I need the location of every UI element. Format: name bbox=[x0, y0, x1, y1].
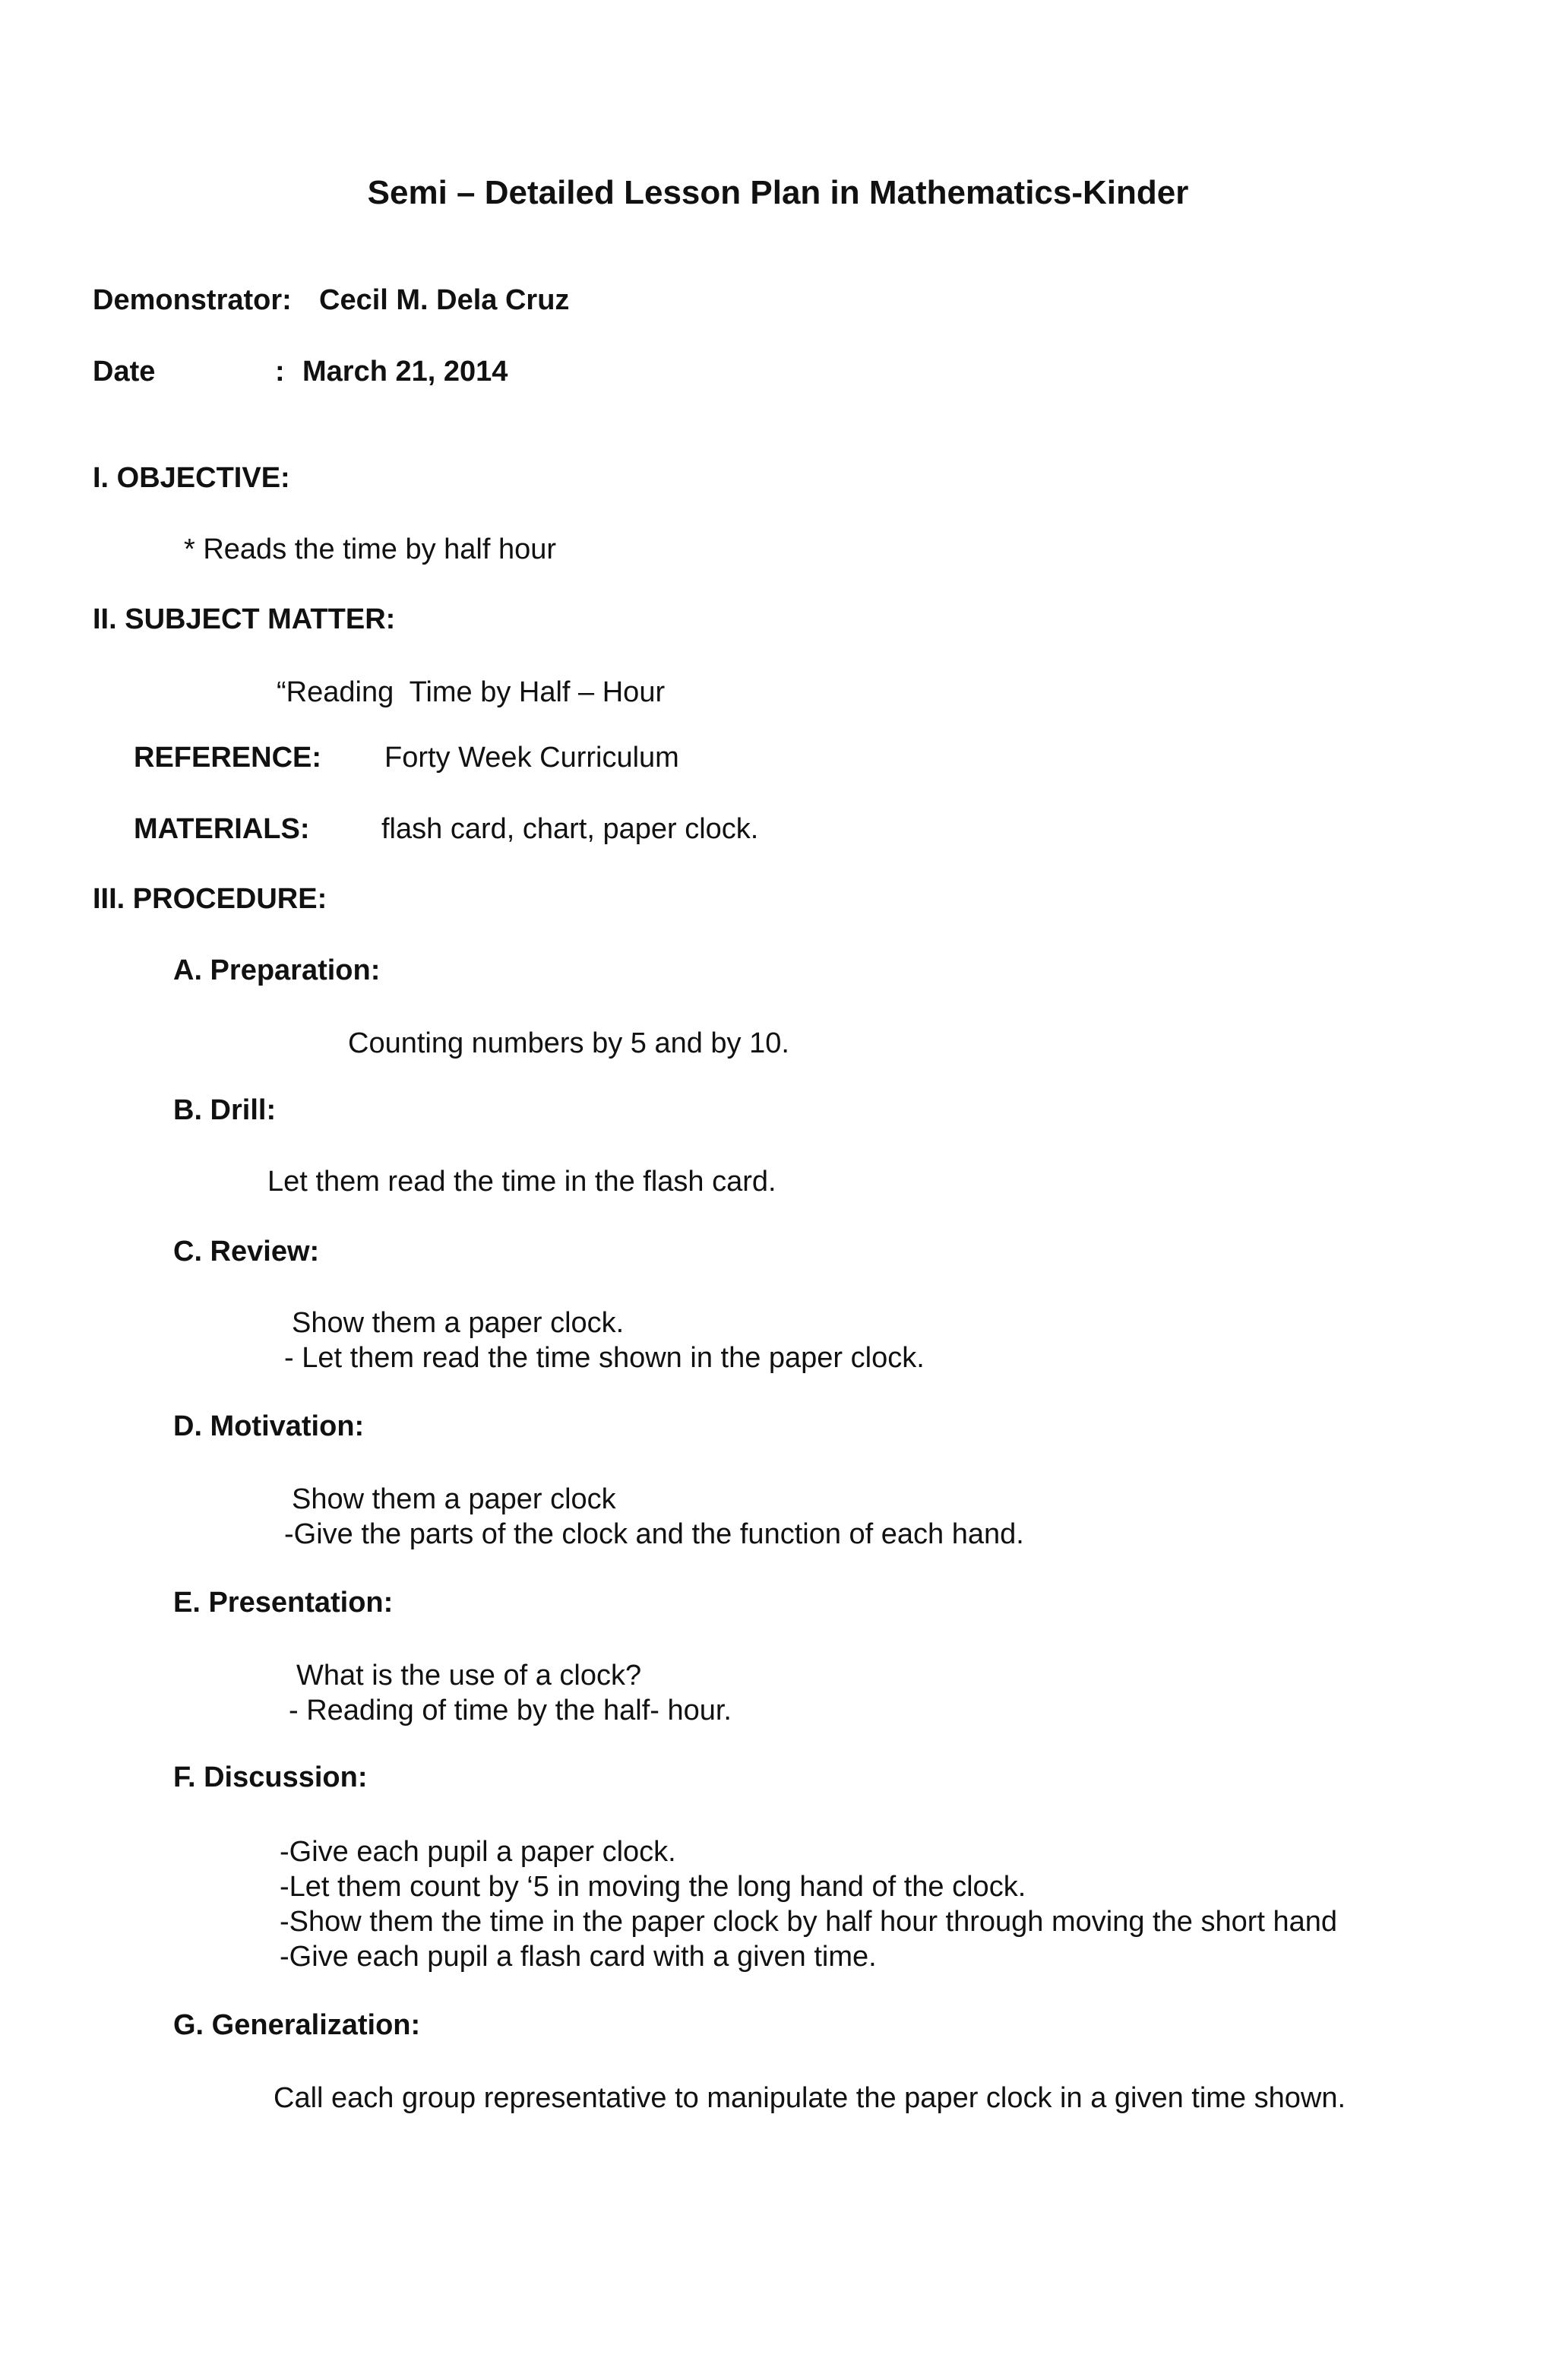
discussion-heading: F. Discussion: bbox=[173, 1761, 368, 1793]
motivation-line: -Give the parts of the clock and the function of each hand. bbox=[284, 1518, 1024, 1550]
subject-matter-heading: II. SUBJECT MATTER: bbox=[93, 603, 396, 635]
procedure-heading: III. PROCEDURE: bbox=[93, 883, 327, 915]
drill-line: Let them read the time in the flash card. bbox=[267, 1166, 776, 1198]
reference-value: Forty Week Curriculum bbox=[384, 742, 679, 774]
review-heading: C. Review: bbox=[173, 1236, 320, 1268]
materials-label: MATERIALS: bbox=[134, 813, 310, 845]
presentation-heading: E. Presentation: bbox=[173, 1587, 394, 1619]
date-value: March 21, 2014 bbox=[302, 356, 508, 388]
date-colon: : bbox=[275, 356, 285, 388]
reference-label: REFERENCE: bbox=[134, 742, 322, 774]
review-line: - Let them read the time shown in the paper clock. bbox=[284, 1342, 925, 1374]
discussion-line: -Let them count by ‘5 in moving the long hand of the clock. bbox=[280, 1871, 1026, 1903]
generalization-heading: G. Generalization: bbox=[173, 2009, 421, 2041]
presentation-line: - Reading of time by the half- hour. bbox=[289, 1695, 732, 1726]
presentation-line: What is the use of a clock? bbox=[296, 1660, 642, 1692]
preparation-line: Counting numbers by 5 and by 10. bbox=[348, 1027, 789, 1059]
motivation-line: Show them a paper clock bbox=[292, 1483, 616, 1515]
demonstrator-value: Cecil M. Dela Cruz bbox=[319, 284, 570, 316]
drill-heading: B. Drill: bbox=[173, 1094, 277, 1126]
generalization-line: Call each group representative to manipulate the paper clock in a given time shown. bbox=[274, 2082, 1346, 2114]
discussion-line: -Give each pupil a flash card with a given time. bbox=[280, 1941, 877, 1973]
objective-heading: I. OBJECTIVE: bbox=[93, 462, 290, 494]
date-label: Date bbox=[93, 356, 156, 388]
discussion-line: -Give each pupil a paper clock. bbox=[280, 1836, 676, 1868]
objective-item: * Reads the time by half hour bbox=[184, 533, 557, 565]
review-line: Show them a paper clock. bbox=[292, 1307, 625, 1339]
subject-topic: “Reading Time by Half – Hour bbox=[277, 676, 666, 708]
document-title: Semi – Detailed Lesson Plan in Mathematics-Kinder bbox=[367, 174, 1189, 211]
motivation-heading: D. Motivation: bbox=[173, 1410, 365, 1442]
discussion-line: -Show them the time in the paper clock by half hour through moving the short hand bbox=[280, 1906, 1338, 1938]
demonstrator-label: Demonstrator: bbox=[93, 284, 292, 316]
preparation-heading: A. Preparation: bbox=[173, 954, 381, 986]
materials-value: flash card, chart, paper clock. bbox=[381, 813, 759, 845]
